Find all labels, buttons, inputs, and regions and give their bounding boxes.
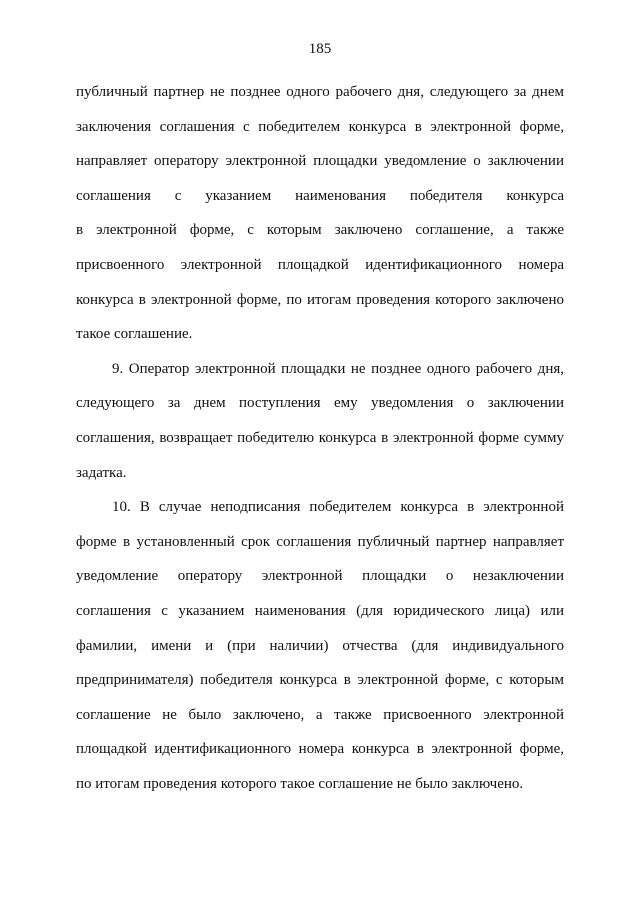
text-line: фамилии, имени и (при наличии) отчества (для индивидуального	[76, 637, 564, 654]
text-line: соглашения с указанием наименования победителя конкурса	[76, 187, 564, 204]
text-line: направляет оператору электронной площадки уведомление о заключении	[76, 153, 564, 170]
text-line: форме в установленный срок соглашения публичный партнер направляет	[76, 533, 564, 550]
text-line: присвоенного электронной площадкой идентификационного номера	[76, 256, 564, 273]
paragraph-item-10	[76, 490, 564, 801]
text-line: следующего за днем поступления ему уведомления о заключении	[76, 395, 564, 412]
text-line: площадкой идентификационного номера конкурса в электронной форме,	[76, 741, 564, 758]
text-line: конкурса в электронной форме, по итогам проведения которого заключено	[76, 291, 564, 308]
text-line: уведомление оператору электронной площадки о незаключении	[76, 568, 564, 585]
text-line: соглашения, возвращает победителю конкурса в электронной форме сумму	[76, 429, 564, 446]
text-line: публичный партнер не позднее одного рабочего дня, следующего за днем	[76, 84, 564, 100]
text-line: 9. Оператор электронной площадки не позднее одного рабочего дня,	[112, 360, 564, 377]
document-body	[76, 75, 564, 801]
text-line: 10. В случае неподписания победителем конкурса в электронной	[112, 499, 564, 516]
text-line: по итогам проведения которого такое соглашение не было заключено.	[76, 775, 524, 792]
text-line: предпринимателя) победителя конкурса в электронной форме, с которым	[76, 672, 564, 689]
paragraph-1	[76, 75, 564, 352]
text-line: задатка.	[76, 464, 127, 481]
text-line: заключения соглашения с победителем конкурса в электронной форме,	[76, 118, 564, 135]
page-number: 185	[308, 41, 332, 57]
text-line: такое соглашение.	[76, 326, 193, 343]
paragraph-item-9	[76, 352, 564, 490]
text-line: в электронной форме, с которым заключено соглашение, а также	[76, 222, 564, 239]
text-line: соглашение не было заключено, а также присвоенного электронной	[76, 706, 564, 723]
text-line: соглашения с указанием наименования (для юридического лица) или	[76, 602, 564, 619]
